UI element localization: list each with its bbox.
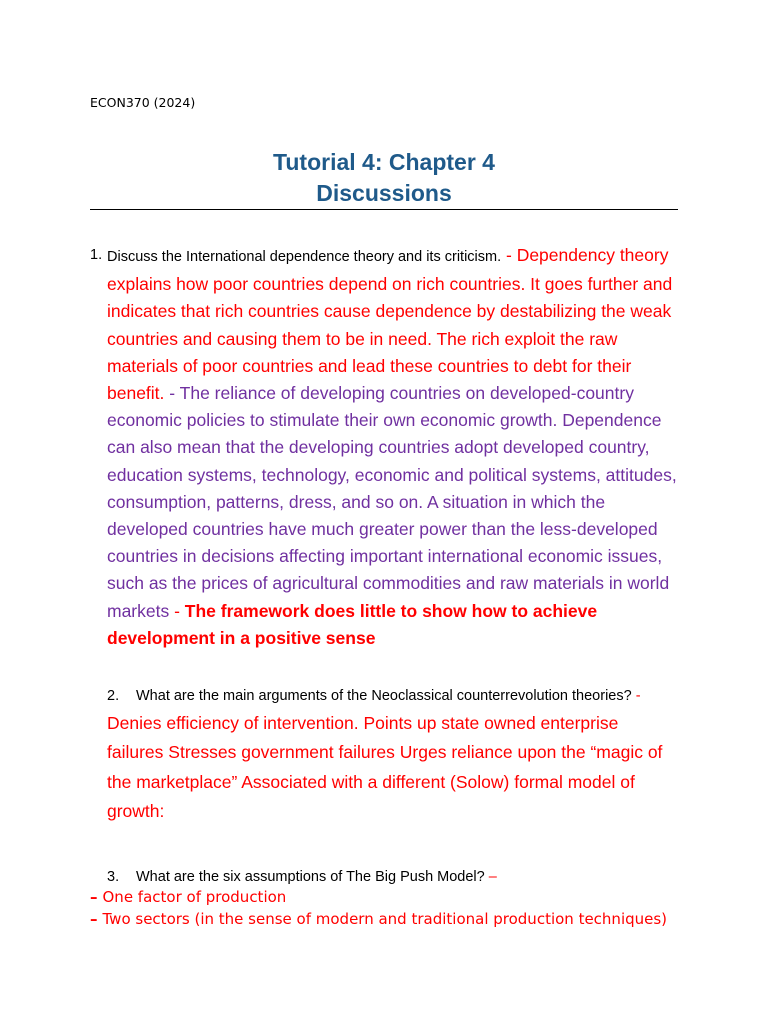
question-2-dash: - [631, 688, 641, 704]
answer-1-purple-text: - The reliance of developing countries on developed-country economic policies to stimulate their own economic growth. Dependence can also mean that the developing countries adopt developed country, education systems, technology, economic and political systems, attitudes, consumption, patterns, dress, and so on. A situation in which the developed countries have much greater power than the less-developed countries in decisions affecting important international economic issues, such as the prices of agricultural commodities and raw materials in world markets [107, 383, 677, 621]
course-code: ECON370 (2024) [90, 95, 196, 110]
answer-1-red-text: Dependency theory explains how poor countries depend on rich countries. It goes further and indicates that rich countries cause dependence by destabilizing the weak countries and causing them to be in need. The rich exploit the raw materials of poor countries and lead these countries to debt for their benefit. [107, 245, 673, 404]
page-title-line2: Discussions [316, 180, 452, 206]
question-3-block [107, 866, 679, 888]
list-dash: – [90, 888, 98, 906]
answer-2-item: Stresses government failures [168, 742, 400, 763]
question-1-block [107, 242, 679, 652]
question-3-text: What are the six assumptions of The Big Push Model? [136, 869, 485, 885]
list-dash: – [90, 910, 98, 928]
answer-1-bold-text: The framework does little to show how to achieve development in a positive sense [107, 600, 598, 648]
answer-2-item: Associated with a different (Solow) formal model of growth: [107, 771, 635, 821]
answer-2-item: Points up state owned enterprise failures [107, 713, 619, 763]
answer-1-dash: - [501, 245, 517, 265]
title-divider [90, 209, 678, 210]
answer-2-item: Urges reliance upon the “magic of the marketplace” [107, 742, 663, 792]
question-2-text: What are the main arguments of the Neoclassical counterrevolution theories? [136, 688, 632, 704]
list-item-text: One factor of production [102, 888, 287, 906]
question-2-block [107, 681, 679, 825]
question-2-number: 2. [107, 688, 120, 704]
answer-2-item: Denies efficiency of intervention. [107, 713, 364, 734]
question-3-number: 3. [107, 869, 120, 885]
page-title-line1: Tutorial 4: Chapter 4 [273, 149, 495, 175]
list-item [90, 908, 690, 930]
question-1-text: Discuss the International dependence theory and its criticism. [107, 249, 502, 265]
question-1-number: 1. [90, 247, 103, 263]
list-item [90, 886, 690, 908]
answer-3-list [90, 886, 690, 930]
question-2-heading [107, 688, 632, 704]
question-3-dash: – [484, 869, 497, 885]
list-item-text: Two sectors (in the sense of modern and traditional production techniques) [102, 910, 668, 928]
answer-1-dash-2: - [169, 600, 185, 621]
